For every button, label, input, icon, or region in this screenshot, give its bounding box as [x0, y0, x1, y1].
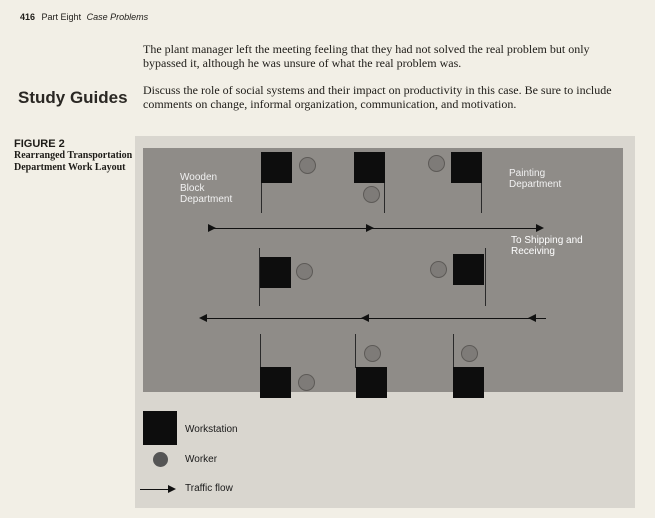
worker	[296, 263, 313, 280]
worker	[428, 155, 445, 172]
workstation	[354, 152, 385, 183]
partition-line	[453, 334, 454, 368]
study-guides-text: Discuss the role of social systems and their impact on productivity in this case. Be sure to include comments on change, informal organization, communication, and motivation.	[143, 83, 612, 111]
shipping-label: To Shipping and Receiving	[511, 235, 583, 257]
traffic-flow-arrowhead	[361, 314, 369, 322]
traffic-flow-arrowhead	[528, 314, 536, 322]
workstation	[356, 367, 387, 398]
partition-line	[355, 334, 356, 368]
page-number: 416	[20, 12, 36, 22]
page-header	[20, 12, 148, 22]
part-label: Part Eight	[41, 12, 82, 22]
partition-line	[384, 183, 385, 213]
traffic-flow-line	[201, 318, 546, 319]
worker	[461, 345, 478, 362]
traffic-flow-arrowhead	[199, 314, 207, 322]
partition-line	[485, 248, 486, 306]
legend-traffic-flow-arrowhead	[168, 485, 176, 493]
legend-traffic-flow-label: Traffic flow	[185, 483, 233, 494]
legend-worker-swatch	[153, 452, 168, 467]
workstation	[453, 254, 484, 285]
partition-line	[261, 183, 262, 213]
worker	[430, 261, 447, 278]
figure-label: FIGURE 2	[14, 138, 65, 150]
workstation	[261, 152, 292, 183]
intro-paragraph: The plant manager left the meeting feeling that they had not solved the real problem but only bypassed it, although he was unsure of what the real problem was.	[143, 42, 590, 70]
workstation	[260, 257, 291, 288]
workstation	[451, 152, 482, 183]
wooden-block-department-label: Wooden Block Department	[180, 172, 233, 205]
worker	[298, 374, 315, 391]
traffic-flow-arrowhead	[536, 224, 544, 232]
traffic-flow-arrowhead	[366, 224, 374, 232]
partition-line	[481, 183, 482, 213]
worker	[364, 345, 381, 362]
layout-figure	[135, 136, 635, 508]
workstation	[260, 367, 291, 398]
legend-workstation-swatch	[143, 411, 177, 445]
worker	[363, 186, 380, 203]
legend-worker-label: Worker	[185, 454, 218, 465]
traffic-flow-arrowhead	[208, 224, 216, 232]
legend-workstation-label: Workstation	[185, 424, 238, 435]
figure-caption	[14, 138, 134, 174]
worker	[299, 157, 316, 174]
section-label: Case Problems	[86, 12, 149, 22]
study-guides-heading: Study Guides	[18, 88, 128, 107]
workstation	[453, 367, 484, 398]
painting-department-label: Painting Department	[509, 168, 562, 190]
figure-title: Rearranged Transportation Department Work Layout	[14, 150, 133, 173]
partition-line	[260, 334, 261, 368]
